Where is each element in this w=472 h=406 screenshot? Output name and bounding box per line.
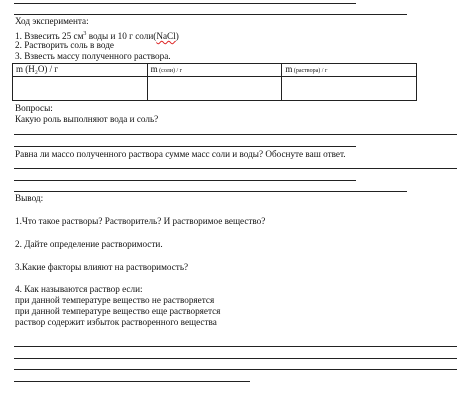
question-2: Равна ли массо полученного раствора сумме масс соли и воды? Обоснуте ваш ответ. (15, 149, 346, 159)
answer-line (14, 168, 457, 169)
conclusion-question-4a: при данной температуре вещество не растворяется (15, 295, 215, 305)
answer-line (14, 146, 356, 147)
conclusion-question-1: 1.Что такое растворы? Растворитель? И растворимое вещество? (15, 216, 266, 226)
experiment-step-3: 3. Взвесть массу полученного раствора. (15, 51, 171, 61)
cell-solution-mass[interactable] (282, 77, 417, 101)
conclusion-question-2: 2. Дайте определение растворимости. (15, 239, 163, 249)
conclusion-question-4: 4. Как называются раствор если: (15, 284, 143, 294)
answer-line (14, 358, 457, 359)
step-1-text: 1. Взвесить 25 см (15, 31, 84, 42)
table-input-row (13, 77, 417, 101)
questions-heading: Вопросы: (15, 103, 53, 113)
results-table (12, 63, 417, 101)
step-1-middle: воды и 10 г соли( (86, 31, 157, 42)
col-solution-mass (282, 64, 417, 77)
answer-line (14, 180, 356, 181)
col-salt-label: (соли) / г (157, 68, 183, 74)
step-1-superscript: 3 (83, 31, 87, 37)
answer-line (14, 346, 457, 347)
col-water-mass: m (H₂O) / г (13, 64, 148, 77)
formula-nacl: NaCl (156, 31, 176, 42)
conclusion-heading: Вывод: (15, 193, 44, 203)
answer-line (14, 3, 356, 4)
answer-line (14, 134, 457, 135)
col-salt-m: m (150, 64, 158, 74)
cell-water-mass[interactable] (13, 77, 148, 101)
conclusion-question-3: 3.Какие факторы влияют на растворимость? (15, 262, 189, 272)
conclusion-question-4c: раствор содержит избыток растворенного вещества (15, 317, 217, 327)
cell-salt-mass[interactable] (147, 77, 282, 101)
experiment-heading: Ход эксперимента: (15, 16, 89, 26)
step-1-end: ) (175, 31, 179, 42)
conclusion-question-4b: при данной температуре вещество еще растворяется (15, 306, 221, 316)
answer-line (14, 191, 407, 192)
answer-line (14, 14, 407, 15)
answer-line (14, 381, 250, 382)
col-salt-mass (147, 64, 282, 77)
experiment-step-2: 2. Растворить соль в воде (15, 40, 114, 50)
col-solution-m: m (285, 64, 293, 74)
table-header-row (13, 64, 417, 77)
answer-line (14, 369, 457, 370)
question-1: Какую роль выполняют вода и соль? (15, 114, 159, 124)
col-solution-label: (раствора) / г (292, 68, 328, 74)
